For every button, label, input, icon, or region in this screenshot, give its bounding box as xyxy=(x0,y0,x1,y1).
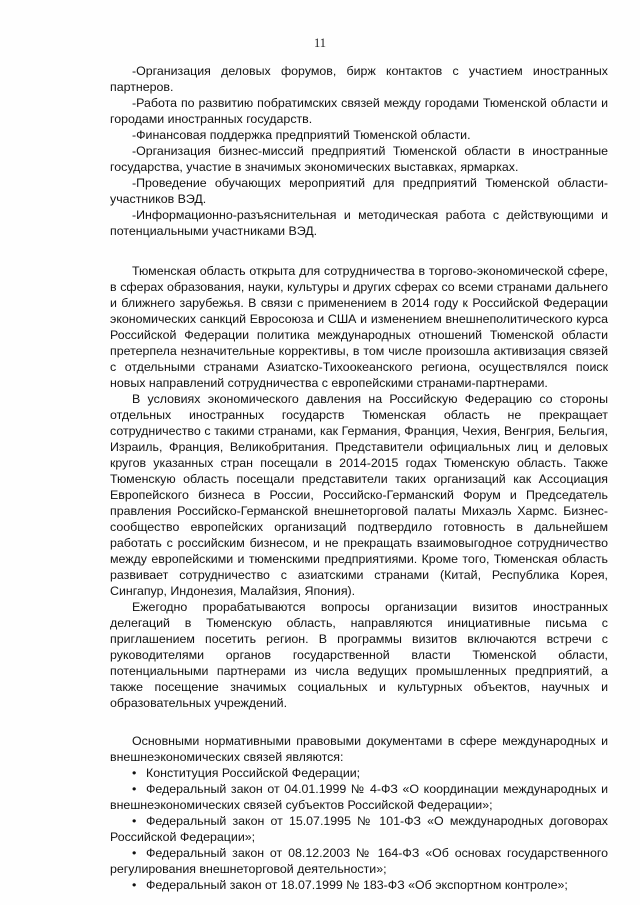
legal-documents-list xyxy=(110,765,608,893)
legal-document-item xyxy=(110,781,608,813)
body-paragraph: В условиях экономического давления на Российскую Федерацию со стороны отдельных иностранных государств Тюменская область не прекращает сотрудничество с такими странами, как Германия, Франция, Чехия, Венгрия, Бельгия, Израиль, Франция, Великобритания. Представители официальных лиц и деловых кругов указанных стран посещали в 2014-2015 годах Тюменскую область. Также Тюменскую область посещали представители таких организаций как Ассоциация Европейского бизнеса в России, Российско-Германский Форум и Председатель правления Российско-Германской внешнеторговой палаты Михаэль Хармс. Бизнес-сообщество европейских организаций подтвердило готовность в дальнейшем работать с российским бизнесом, и не прекращать взаимовыгодное сотрудничество между европейскими и тюменскими предприятиями. Кроме того, Тюменская область развивает сотрудничество с азиатскими странами (Китай, Республика Корея, Сингапур, Индонезия, Малайзия, Япония). xyxy=(110,392,608,598)
bullet-icon: • xyxy=(132,878,137,892)
bullet-icon: • xyxy=(132,766,137,780)
measure-item: -Организация деловых форумов, бирж контактов с участием иностранных партнеров. xyxy=(110,64,608,94)
legal-document-item xyxy=(110,877,608,893)
measures-list xyxy=(110,63,608,239)
legal-document-text: Федеральный закон от 18.07.1999 № 183-ФЗ «Об экспортном контроле»; xyxy=(146,878,568,892)
measure-item: -Организация бизнес-миссий предприятий Тюменской области в иностранные государства, участие в значимых экономических выставках, ярмарках. xyxy=(110,144,608,174)
bullet-icon: • xyxy=(132,846,137,860)
legal-document-item xyxy=(110,813,608,845)
legal-document-text: Федеральный закон от 08.12.2003 № 164-ФЗ «Об основах государственного регулирования внешнеторговой деятельности»; xyxy=(110,846,608,876)
legal-document-text: Федеральный закон от 15.07.1995 № 101-ФЗ «О международных договорах Российской Федерации»; xyxy=(110,814,608,844)
body-paragraph: Тюменская область открыта для сотрудничества в торгово-экономической сфере, в сферах образования, науки, культуры и других сферах со всеми странами дальнего и ближнего зарубежья. В связи с применением в 2014 году к Российской Федерации экономических санкций Евросоюза и США и изменением внешнеполитического курса Российской Федерации политика международных отношений Тюменской области претерпела незначительные коррективы, в том числе произошла активизация связей с отдельными странами Азиатско-Тихоокеанского региона, осуществлялся поиск новых направлений сотрудничества с европейскими странами-партнерами. xyxy=(110,264,608,390)
bullet-icon: • xyxy=(132,782,137,796)
page-content xyxy=(110,63,608,893)
body-paragraph: Ежегодно прорабатываются вопросы организации визитов иностранных делегаций в Тюменскую область, направляются инициативные письма с приглашением посетить регион. В программы визитов включаются встречи с руководителями органов государственной власти Тюменской области, потенциальными партнерами из числа ведущих промышленных предприятий, а также посещение значимых социальных и культурных объектов, научных и образовательных учреждений. xyxy=(110,600,608,710)
page-number: 11 xyxy=(313,36,327,50)
legal-document-item xyxy=(110,765,608,781)
legal-intro: Основными нормативными правовыми документами в сфере международных и внешнеэкономических связей являются: xyxy=(110,734,608,764)
legal-document-item xyxy=(110,845,608,877)
body-text xyxy=(110,263,608,711)
spacer xyxy=(110,711,608,733)
measure-item: -Работа по развитию побратимских связей между городами Тюменской области и городами иностранных государств. xyxy=(110,96,608,126)
measure-item: -Финансовая поддержка предприятий Тюменской области. xyxy=(132,128,471,142)
bullet-icon: • xyxy=(132,814,137,828)
measure-item: -Информационно-разъяснительная и методическая работа с действующими и потенциальными участниками ВЭД. xyxy=(110,208,608,238)
legal-document-text: Конституция Российской Федерации; xyxy=(146,766,361,780)
spacer xyxy=(110,239,608,263)
legal-document-text: Федеральный закон от 04.01.1999 № 4-ФЗ «О координации международных и внешнеэкономических связей субъектов Российской Федерации»; xyxy=(110,782,608,812)
measure-item: -Проведение обучающих мероприятий для предприятий Тюменской области-участников ВЭД. xyxy=(110,176,608,206)
